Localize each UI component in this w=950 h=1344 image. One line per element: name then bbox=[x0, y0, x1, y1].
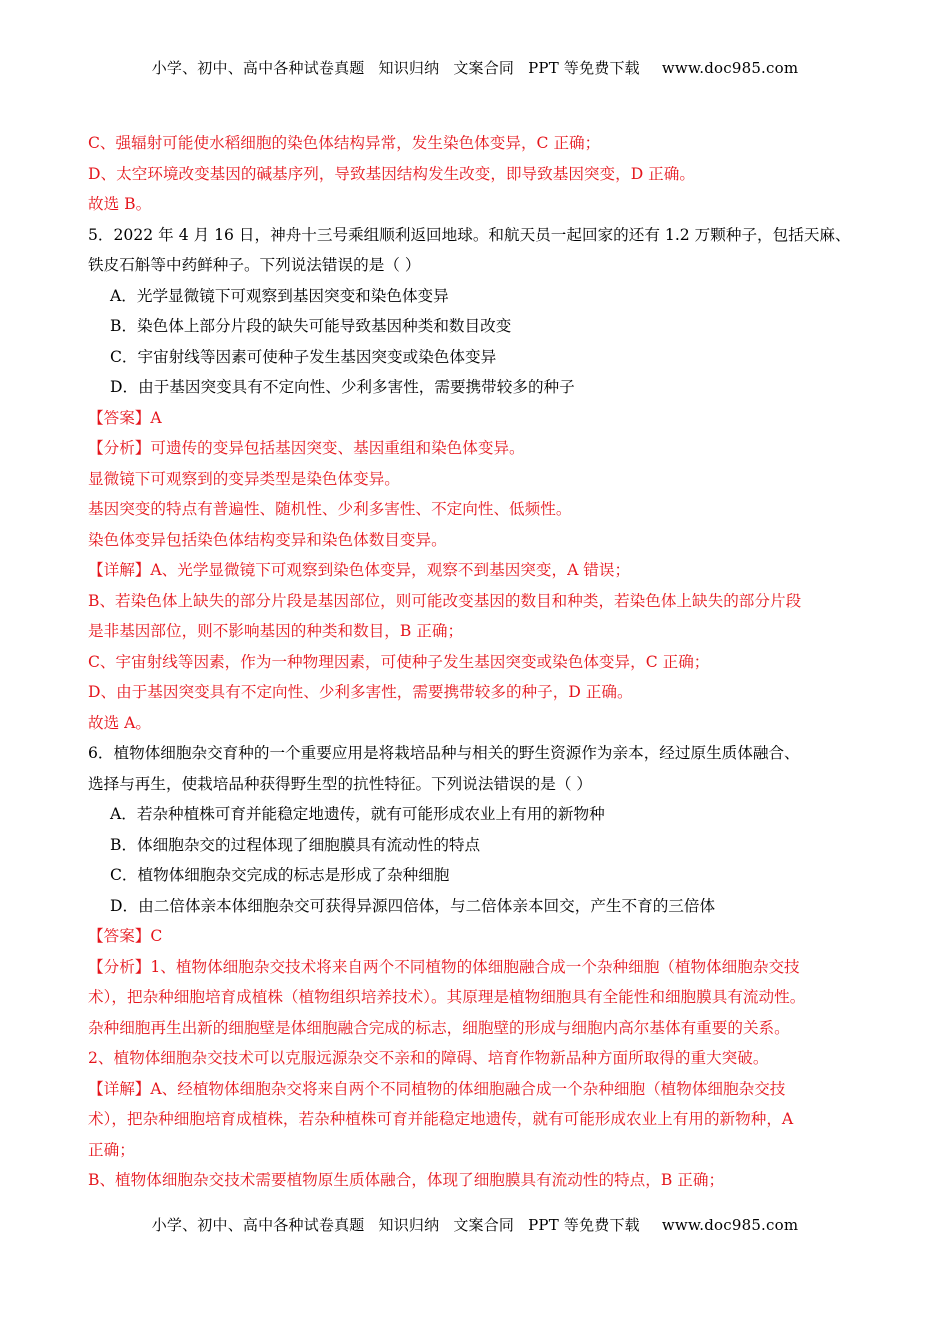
analysis-line: 杂种细胞再生出新的细胞壁是体细胞融合完成的标志，细胞壁的形成与细胞内高尔基体有重要的关系。 bbox=[88, 1018, 790, 1037]
option-line: B．体细胞杂交的过程体现了细胞膜具有流动性的特点 bbox=[110, 835, 481, 854]
analysis-line: 是非基因部位，则不影响基因的种类和数目，B 正确； bbox=[88, 622, 464, 640]
analysis-line: 【分析】1、植物体细胞杂交技术将来自两个不同植物的体细胞融合成一个杂种细胞（植物体细胞杂交技 bbox=[88, 957, 800, 976]
option-line: D．由二倍体亲本体细胞杂交可获得异源四倍体，与二倍体亲本回交，产生不育的三倍体 bbox=[110, 896, 716, 915]
option-line: C．植物体细胞杂交完成的标志是形成了杂种细胞 bbox=[110, 866, 450, 884]
analysis-line: 故选 A。 bbox=[88, 713, 151, 732]
analysis-line: C、强辐射可能使水稻细胞的染色体结构异常，发生染色体变异，C 正确； bbox=[88, 134, 601, 152]
page-footer bbox=[0, 1214, 950, 1235]
footer-url: www.doc985.com bbox=[661, 1216, 799, 1234]
analysis-line: 染色体变异包括染色体结构变异和染色体数目变异。 bbox=[88, 530, 447, 549]
question-line: 6．植物体细胞杂交育种的一个重要应用是将栽培品种与相关的野生资源作为亲本，经过原生质体融合、 bbox=[88, 744, 800, 762]
option-line: C．宇宙射线等因素可使种子发生基因突变或染色体变异 bbox=[110, 347, 497, 366]
footer-text-ppt: PPT 等免费下载 bbox=[528, 1216, 640, 1234]
analysis-line: 2、植物体细胞杂交技术可以克服远源杂交不亲和的障碍、培育作物新品种方面所取得的重大突破。 bbox=[88, 1049, 769, 1067]
header-text-knowledge: 知识归纳 bbox=[378, 59, 440, 77]
page-header bbox=[0, 57, 950, 78]
analysis-line: 故选 B。 bbox=[88, 195, 152, 213]
analysis-line: B、若染色体上缺失的部分片段是基因部位，则可能改变基因的数目和种类，若染色体上缺失的部分片段 bbox=[88, 591, 802, 610]
header-text-ppt: PPT 等免费下载 bbox=[528, 59, 640, 77]
question-line: 铁皮石斛等中药鲜种子。下列说法错误的是（ ） bbox=[88, 256, 421, 274]
analysis-line: 【详解】A、经植物体细胞杂交将来自两个不同植物的体细胞融合成一个杂种细胞（植物体细胞杂交技 bbox=[88, 1079, 786, 1098]
analysis-line: C、宇宙射线等因素，作为一种物理因素，可使种子发生基因突变或染色体变异，C 正确； bbox=[88, 652, 710, 671]
header-text-exams: 小学、初中、高中各种试卷真题 bbox=[151, 59, 365, 77]
analysis-line: B、植物体细胞杂交技术需要植物原生质体融合，体现了细胞膜具有流动性的特点，B 正确； bbox=[88, 1171, 725, 1189]
analysis-line: 【详解】A、光学显微镜下可观察到染色体变异，观察不到基因突变，A 错误； bbox=[88, 561, 631, 579]
analysis-line: D、太空环境改变基因的碱基序列，导致基因结构发生改变，即导致基因突变，D 正确。 bbox=[88, 164, 695, 183]
header-url: www.doc985.com bbox=[661, 59, 799, 77]
answer-line: 【答案】C bbox=[88, 927, 163, 945]
analysis-line: 【分析】可遗传的变异包括基因突变、基因重组和染色体变异。 bbox=[88, 439, 525, 457]
analysis-line: D、由于基因突变具有不定向性、少利多害性，需要携带较多的种子，D 正确。 bbox=[88, 683, 633, 701]
analysis-line: 术），把杂种细胞培育成植株（植物组织培养技术）。其原理是植物细胞具有全能性和细胞膜具有流动性。 bbox=[88, 988, 806, 1006]
footer-text-knowledge: 知识归纳 bbox=[378, 1216, 440, 1234]
analysis-line: 基因突变的特点有普遍性、随机性、少利多害性、不定向性、低频性。 bbox=[88, 500, 572, 518]
question-line: 5．2022 年 4 月 16 日，神舟十三号乘组顺利返回地球。和航天员一起回家的还有 1.2 万颗种子，包括天麻、 bbox=[88, 225, 851, 244]
document-body bbox=[88, 128, 868, 1196]
header-text-contracts: 文案合同 bbox=[453, 59, 515, 77]
footer-text-contracts: 文案合同 bbox=[453, 1216, 515, 1234]
analysis-line: 正确； bbox=[88, 1140, 135, 1159]
answer-line: 【答案】A bbox=[88, 408, 162, 427]
option-line: A．若杂种植株可育并能稳定地遗传，就有可能形成农业上有用的新物种 bbox=[110, 805, 605, 823]
analysis-line: 术），把杂种细胞培育成植株，若杂种植株可育并能稳定地遗传，就有可能形成农业上有用的新物种，A bbox=[88, 1110, 794, 1128]
analysis-line: 显微镜下可观察到的变异类型是染色体变异。 bbox=[88, 469, 400, 488]
option-line: A．光学显微镜下可观察到基因突变和染色体变异 bbox=[110, 286, 449, 305]
question-line: 选择与再生，使栽培品种获得野生型的抗性特征。下列说法错误的是（ ） bbox=[88, 774, 592, 793]
option-line: B．染色体上部分片段的缺失可能导致基因种类和数目改变 bbox=[110, 317, 512, 335]
footer-text-exams: 小学、初中、高中各种试卷真题 bbox=[151, 1216, 365, 1234]
option-line: D．由于基因突变具有不定向性、少利多害性，需要携带较多的种子 bbox=[110, 378, 575, 396]
